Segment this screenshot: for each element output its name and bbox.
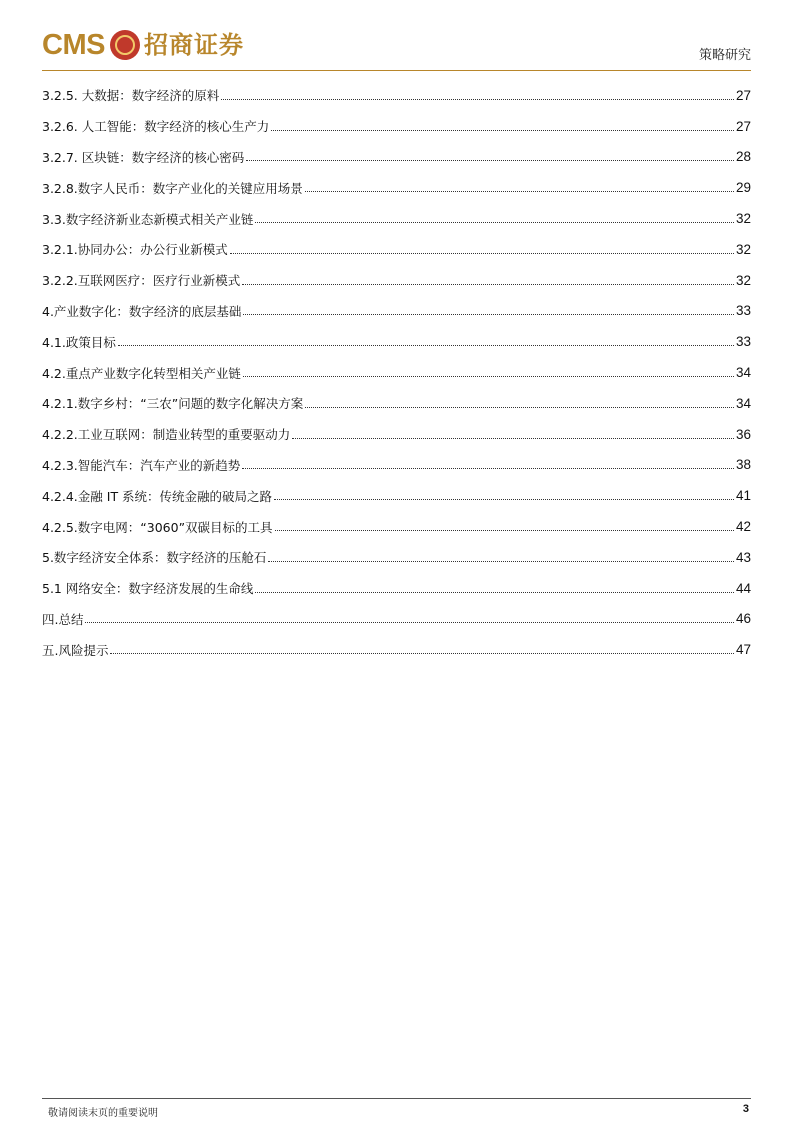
toc-dot-leader bbox=[275, 530, 734, 531]
toc-entry-title: 3.2.7. 区块链：数字经济的核心密码 bbox=[42, 149, 245, 165]
toc-entry[interactable] bbox=[42, 419, 751, 450]
toc-entry-title: 4.1.政策目标 bbox=[42, 334, 116, 350]
toc-entry-title: 4.2.4.金融 IT 系统：传统金融的破局之路 bbox=[42, 488, 273, 504]
toc-entry-title: 5.数字经济安全体系：数字经济的压舱石 bbox=[42, 550, 267, 566]
toc-entry[interactable] bbox=[42, 388, 751, 419]
toc-entry-title: 4.2.5.数字电网：“3060”双碳目标的工具 bbox=[42, 519, 273, 535]
toc-dot-leader bbox=[85, 622, 733, 623]
toc-dot-leader bbox=[255, 592, 734, 593]
toc-entry[interactable] bbox=[42, 573, 751, 604]
toc-entry[interactable] bbox=[42, 234, 751, 265]
toc-dot-leader bbox=[110, 653, 733, 654]
toc-entry[interactable] bbox=[42, 203, 751, 234]
toc-entry-page: 34 bbox=[735, 365, 751, 381]
footer-divider bbox=[42, 1098, 751, 1099]
toc-dot-leader bbox=[274, 499, 734, 500]
toc-dot-leader bbox=[292, 438, 734, 439]
page-number: 3 bbox=[742, 1103, 749, 1115]
company-logo bbox=[42, 28, 244, 62]
toc-entry-title: 3.2.5. 大数据：数字经济的原料 bbox=[42, 88, 220, 104]
toc-entry-page: 43 bbox=[735, 549, 751, 565]
toc-entry-page: 36 bbox=[735, 426, 751, 442]
toc-entry-title: 5.1 网络安全：数字经济发展的生命线 bbox=[42, 581, 254, 597]
toc-entry-title: 3.2.2.互联网医疗：医疗行业新模式 bbox=[42, 273, 241, 289]
header-divider bbox=[42, 70, 751, 71]
toc-entry-page: 28 bbox=[735, 149, 751, 165]
toc-entry-page: 32 bbox=[735, 272, 751, 288]
toc-entry[interactable] bbox=[42, 357, 751, 388]
toc-entry-title: 4.产业数字化：数字经济的底层基础 bbox=[42, 303, 242, 319]
toc-entry[interactable] bbox=[42, 172, 751, 203]
toc-entry-title: 五.风险提示 bbox=[42, 642, 109, 658]
toc-entry-page: 27 bbox=[735, 118, 751, 134]
toc-entry-page: 33 bbox=[735, 334, 751, 350]
toc-entry-page: 32 bbox=[735, 211, 751, 227]
toc-entry-title: 四.总结 bbox=[42, 611, 84, 627]
toc-entry[interactable] bbox=[42, 480, 751, 511]
toc-entry-page: 44 bbox=[735, 580, 751, 596]
toc-entry-page: 46 bbox=[735, 611, 751, 627]
toc-entry-title: 3.2.8.数字人民币：数字产业化的关键应用场景 bbox=[42, 180, 303, 196]
toc-dot-leader bbox=[243, 314, 734, 315]
toc-dot-leader bbox=[221, 99, 734, 100]
cms-emblem-icon bbox=[110, 30, 140, 60]
toc-entry-title: 4.2.3.智能汽车：汽车产业的新趋势 bbox=[42, 457, 241, 473]
toc-dot-leader bbox=[242, 284, 734, 285]
toc-entry[interactable] bbox=[42, 111, 751, 142]
toc-entry-title: 3.3.数字经济新业态新模式相关产业链 bbox=[42, 211, 254, 227]
page-header bbox=[42, 0, 751, 72]
toc-dot-leader bbox=[243, 376, 734, 377]
toc-entry[interactable] bbox=[42, 450, 751, 481]
toc-entry-page: 38 bbox=[735, 457, 751, 473]
logo-text: CMS bbox=[42, 29, 105, 61]
toc-entry-page: 32 bbox=[735, 241, 751, 257]
toc-dot-leader bbox=[118, 345, 734, 346]
toc-entry-page: 27 bbox=[735, 87, 751, 103]
toc-entry-title: 4.2.2.工业互联网：制造业转型的重要驱动力 bbox=[42, 427, 291, 443]
toc-entry[interactable] bbox=[42, 142, 751, 173]
table-of-contents bbox=[42, 80, 751, 665]
toc-entry-page: 29 bbox=[735, 180, 751, 196]
toc-dot-leader bbox=[255, 222, 734, 223]
toc-entry-title: 3.2.1.协同办公：办公行业新模式 bbox=[42, 242, 228, 258]
toc-entry[interactable] bbox=[42, 265, 751, 296]
toc-entry-page: 41 bbox=[735, 488, 751, 504]
toc-entry-page: 47 bbox=[735, 642, 751, 658]
toc-entry-page: 33 bbox=[735, 303, 751, 319]
toc-entry-title: 3.2.6. 人工智能：数字经济的核心生产力 bbox=[42, 119, 270, 135]
toc-entry[interactable] bbox=[42, 80, 751, 111]
toc-entry-page: 34 bbox=[735, 395, 751, 411]
toc-entry-title: 4.2.1.数字乡村：“三农”问题的数字化解决方案 bbox=[42, 396, 304, 412]
toc-dot-leader bbox=[246, 160, 734, 161]
toc-entry[interactable] bbox=[42, 542, 751, 573]
toc-dot-leader bbox=[242, 468, 734, 469]
toc-entry-title: 4.2.重点产业数字化转型相关产业链 bbox=[42, 365, 241, 381]
logo-company-name: 招商证券 bbox=[143, 30, 244, 59]
section-label: 策略研究 bbox=[698, 48, 751, 63]
footer-disclaimer: 敬请阅读末页的重要说明 bbox=[48, 1108, 158, 1119]
toc-dot-leader bbox=[271, 130, 734, 131]
toc-entry[interactable] bbox=[42, 604, 751, 635]
toc-entry[interactable] bbox=[42, 634, 751, 665]
toc-entry[interactable] bbox=[42, 326, 751, 357]
toc-entry-page: 42 bbox=[735, 519, 751, 535]
toc-entry[interactable] bbox=[42, 511, 751, 542]
toc-dot-leader bbox=[305, 407, 734, 408]
toc-dot-leader bbox=[268, 561, 734, 562]
toc-dot-leader bbox=[230, 253, 734, 254]
toc-dot-leader bbox=[305, 191, 734, 192]
toc-entry[interactable] bbox=[42, 296, 751, 327]
